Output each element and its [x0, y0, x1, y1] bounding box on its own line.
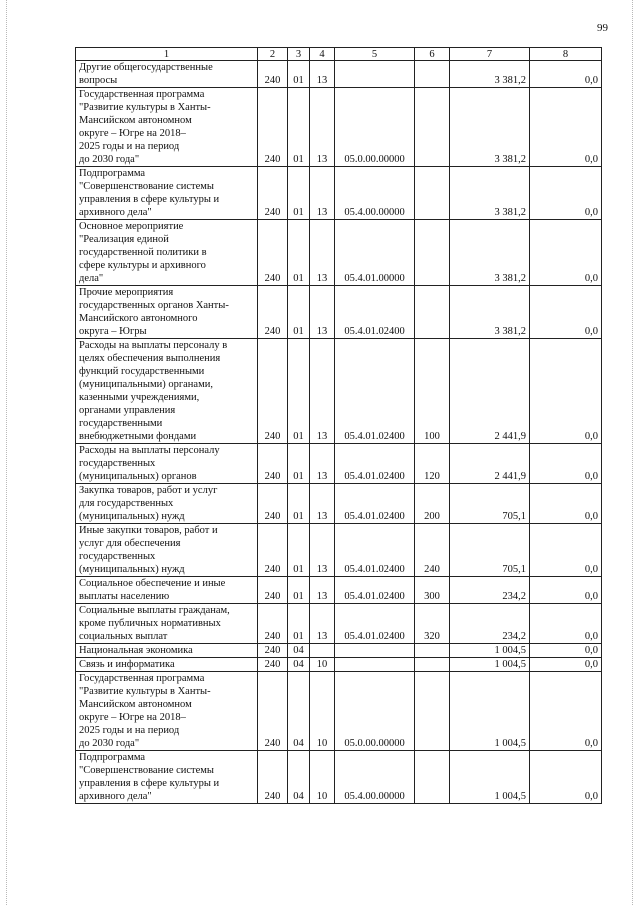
table-row — [76, 220, 602, 286]
code-target-article-cell — [335, 61, 415, 88]
code-expense-type: 200 — [424, 511, 440, 522]
code-ministry: 240 — [264, 738, 281, 749]
code-target-article: 05.4.01.02400 — [344, 326, 405, 337]
code-section: 01 — [293, 591, 304, 602]
code-section: 04 — [293, 791, 304, 802]
code-ministry-cell — [258, 339, 288, 444]
table-row — [76, 444, 602, 484]
item-name-cell — [76, 751, 258, 804]
code-ministry: 240 — [264, 154, 281, 165]
amount-extra-cell — [530, 751, 602, 804]
code-target-article: 05.4.01.00000 — [344, 273, 405, 284]
code-target-article-cell — [335, 644, 415, 658]
code-target-article-cell — [335, 524, 415, 577]
column-header: 3 — [288, 48, 310, 61]
code-expense-type-cell — [415, 286, 450, 339]
amount-cell — [450, 286, 530, 339]
table-row — [76, 339, 602, 444]
item-name: Государственная программа "Развитие культуры в Ханты- Мансийском автономном округе – Югре на 2018– 2025 годы и на период до 2030 года" — [79, 673, 211, 749]
page-number: 99 — [597, 22, 608, 34]
code-target-article: 05.4.01.02400 — [344, 631, 405, 642]
amount-extra-cell — [530, 88, 602, 167]
code-ministry: 240 — [264, 631, 281, 642]
amount-cell — [450, 484, 530, 524]
code-section-cell — [288, 286, 310, 339]
amount-extra: 0,0 — [584, 75, 598, 86]
item-name-cell — [76, 167, 258, 220]
code-subsection-cell — [310, 339, 335, 444]
amount-extra-cell — [530, 604, 602, 644]
code-expense-type-cell — [415, 444, 450, 484]
code-target-article: 05.4.01.02400 — [344, 564, 405, 575]
code-target-article-cell — [335, 167, 415, 220]
code-section: 01 — [293, 75, 304, 86]
code-target-article-cell — [335, 672, 415, 751]
code-section-cell — [288, 751, 310, 804]
amount: 2 441,9 — [494, 471, 526, 482]
amount: 1 004,5 — [494, 659, 526, 670]
code-subsection-cell — [310, 672, 335, 751]
code-section-cell — [288, 61, 310, 88]
code-subsection-cell — [310, 751, 335, 804]
amount-extra-cell — [530, 286, 602, 339]
code-ministry: 240 — [264, 207, 281, 218]
amount-cell — [450, 444, 530, 484]
code-ministry-cell — [258, 220, 288, 286]
code-target-article-cell — [335, 484, 415, 524]
code-ministry: 240 — [264, 591, 281, 602]
amount-extra: 0,0 — [584, 471, 598, 482]
code-subsection: 13 — [316, 511, 328, 522]
code-expense-type: 240 — [424, 564, 440, 575]
item-name-cell — [76, 88, 258, 167]
item-name-cell — [76, 444, 258, 484]
code-ministry: 240 — [264, 326, 281, 337]
item-name: Закупка товаров, работ и услуг для государственных (муниципальных) нужд — [79, 485, 218, 522]
code-target-article-cell — [335, 286, 415, 339]
amount-extra-cell — [530, 220, 602, 286]
code-subsection-cell — [310, 220, 335, 286]
code-subsection-cell — [310, 444, 335, 484]
code-ministry: 240 — [264, 564, 281, 575]
item-name-cell — [76, 524, 258, 577]
item-name-cell — [76, 484, 258, 524]
code-target-article-cell — [335, 577, 415, 604]
code-section: 01 — [293, 326, 304, 337]
code-target-article-cell — [335, 751, 415, 804]
item-name: Социальные выплаты гражданам, кроме публичных нормативных социальных выплат — [79, 605, 230, 642]
table-row — [76, 286, 602, 339]
code-subsection-cell — [310, 484, 335, 524]
code-ministry-cell — [258, 484, 288, 524]
amount-extra: 0,0 — [584, 738, 598, 749]
code-target-article-cell — [335, 88, 415, 167]
code-section: 01 — [293, 631, 304, 642]
amount-extra: 0,0 — [584, 564, 598, 575]
code-target-article: 05.4.00.00000 — [344, 791, 405, 802]
code-target-article-cell — [335, 220, 415, 286]
code-expense-type-cell — [415, 167, 450, 220]
code-ministry-cell — [258, 751, 288, 804]
code-section: 01 — [293, 511, 304, 522]
code-subsection: 13 — [316, 75, 328, 86]
code-ministry-cell — [258, 672, 288, 751]
amount-extra-cell — [530, 577, 602, 604]
amount: 1 004,5 — [494, 738, 526, 749]
item-name-cell — [76, 286, 258, 339]
column-header: 8 — [530, 48, 602, 61]
code-subsection-cell — [310, 644, 335, 658]
code-target-article: 05.4.01.02400 — [344, 591, 405, 602]
code-target-article-cell — [335, 444, 415, 484]
code-subsection: 10 — [316, 659, 328, 670]
code-expense-type-cell — [415, 672, 450, 751]
amount: 1 004,5 — [494, 645, 526, 656]
code-section-cell — [288, 88, 310, 167]
code-expense-type: 320 — [424, 631, 440, 642]
code-section: 01 — [293, 431, 304, 442]
table-row — [76, 167, 602, 220]
table-row — [76, 672, 602, 751]
code-section-cell — [288, 524, 310, 577]
code-section: 04 — [293, 659, 304, 670]
column-header: 7 — [450, 48, 530, 61]
table-row — [76, 751, 602, 804]
code-section: 04 — [293, 738, 304, 749]
amount: 3 381,2 — [494, 273, 526, 284]
code-target-article-cell — [335, 604, 415, 644]
code-subsection-cell — [310, 88, 335, 167]
code-subsection-cell — [310, 658, 335, 672]
code-section-cell — [288, 444, 310, 484]
code-subsection: 13 — [316, 591, 328, 602]
code-expense-type-cell — [415, 484, 450, 524]
code-section: 01 — [293, 207, 304, 218]
amount: 705,1 — [502, 564, 526, 575]
code-section-cell — [288, 672, 310, 751]
amount-cell — [450, 604, 530, 644]
amount: 2 441,9 — [494, 431, 526, 442]
code-ministry-cell — [258, 88, 288, 167]
item-name: Социальное обеспечение и иные выплаты населению — [79, 578, 226, 602]
amount-cell — [450, 524, 530, 577]
amount-cell — [450, 751, 530, 804]
amount-cell — [450, 61, 530, 88]
code-subsection: 13 — [316, 471, 328, 482]
amount-extra-cell — [530, 484, 602, 524]
item-name: Иные закупки товаров, работ и услуг для обеспечения государственных (муниципальных) нужд — [79, 525, 218, 575]
item-name-cell — [76, 604, 258, 644]
code-subsection-cell — [310, 524, 335, 577]
code-section-cell — [288, 220, 310, 286]
item-name-cell — [76, 658, 258, 672]
amount-extra: 0,0 — [584, 207, 598, 218]
amount-extra: 0,0 — [584, 591, 598, 602]
amount-cell — [450, 644, 530, 658]
amount-extra: 0,0 — [584, 326, 598, 337]
code-subsection: 13 — [316, 326, 328, 337]
budget-table — [75, 47, 602, 804]
code-subsection: 10 — [316, 738, 328, 749]
code-ministry-cell — [258, 286, 288, 339]
table-row — [76, 484, 602, 524]
scan-edge-left — [6, 0, 7, 905]
code-section: 01 — [293, 564, 304, 575]
item-name: Расходы на выплаты персоналу государственных (муниципальных) органов — [79, 445, 220, 482]
amount-extra: 0,0 — [584, 511, 598, 522]
amount-extra-cell — [530, 167, 602, 220]
amount-cell — [450, 658, 530, 672]
table-row — [76, 604, 602, 644]
column-header: 1 — [76, 48, 258, 61]
code-subsection: 13 — [316, 564, 328, 575]
code-target-article-cell — [335, 658, 415, 672]
code-ministry-cell — [258, 644, 288, 658]
table-row — [76, 524, 602, 577]
amount-extra: 0,0 — [584, 791, 598, 802]
amount-extra-cell — [530, 61, 602, 88]
amount: 234,2 — [502, 591, 526, 602]
amount: 705,1 — [502, 511, 526, 522]
code-ministry: 240 — [264, 645, 281, 656]
item-name: Государственная программа "Развитие культуры в Ханты- Мансийском автономном округе – Югре на 2018– 2025 годы и на период до 2030 года" — [79, 89, 211, 165]
code-expense-type: 120 — [424, 471, 440, 482]
code-section-cell — [288, 167, 310, 220]
code-target-article: 05.0.00.00000 — [344, 738, 405, 749]
table-row — [76, 644, 602, 658]
table-row — [76, 88, 602, 167]
amount: 1 004,5 — [494, 791, 526, 802]
code-ministry-cell — [258, 577, 288, 604]
scan-edge-right — [632, 0, 633, 905]
amount-extra: 0,0 — [584, 154, 598, 165]
amount-extra-cell — [530, 672, 602, 751]
amount: 3 381,2 — [494, 207, 526, 218]
code-subsection: 13 — [316, 431, 328, 442]
amount-extra-cell — [530, 339, 602, 444]
code-expense-type-cell — [415, 751, 450, 804]
amount-extra-cell — [530, 644, 602, 658]
code-ministry: 240 — [264, 659, 281, 670]
code-section-cell — [288, 644, 310, 658]
code-expense-type-cell — [415, 524, 450, 577]
item-name-cell — [76, 672, 258, 751]
column-number-row — [76, 48, 602, 61]
code-ministry-cell — [258, 444, 288, 484]
code-expense-type-cell — [415, 88, 450, 167]
amount: 3 381,2 — [494, 75, 526, 86]
item-name: Другие общегосударственные вопросы — [79, 62, 213, 86]
amount-cell — [450, 672, 530, 751]
code-section-cell — [288, 604, 310, 644]
item-name: Подпрограмма "Совершенствование системы управления в сфере культуры и архивного дела" — [79, 752, 220, 802]
amount-extra: 0,0 — [584, 659, 598, 670]
code-ministry-cell — [258, 604, 288, 644]
code-target-article-cell — [335, 339, 415, 444]
item-name-cell — [76, 577, 258, 604]
code-subsection: 13 — [316, 631, 328, 642]
item-name: Прочие мероприятия государственных органов Ханты- Мансийского автономного округа – Югры — [79, 287, 229, 337]
code-target-article: 05.4.01.02400 — [344, 471, 405, 482]
amount-extra: 0,0 — [584, 631, 598, 642]
amount: 3 381,2 — [494, 154, 526, 165]
code-subsection: 13 — [316, 207, 328, 218]
code-section: 04 — [293, 645, 304, 656]
code-expense-type-cell — [415, 644, 450, 658]
code-section-cell — [288, 484, 310, 524]
code-ministry: 240 — [264, 273, 281, 284]
table-row — [76, 61, 602, 88]
item-name: Основное мероприятие "Реализация единой государственной политики в сфере культуры и архивного дела" — [79, 221, 207, 284]
code-ministry-cell — [258, 658, 288, 672]
column-header: 6 — [415, 48, 450, 61]
code-ministry: 240 — [264, 431, 281, 442]
amount: 234,2 — [502, 631, 526, 642]
amount-cell — [450, 577, 530, 604]
table-row — [76, 577, 602, 604]
item-name-cell — [76, 220, 258, 286]
code-subsection: 10 — [316, 791, 328, 802]
code-subsection: 13 — [316, 273, 328, 284]
code-section: 01 — [293, 471, 304, 482]
table-row — [76, 658, 602, 672]
code-section: 01 — [293, 154, 304, 165]
code-expense-type: 300 — [424, 591, 440, 602]
column-header: 4 — [310, 48, 335, 61]
code-expense-type-cell — [415, 658, 450, 672]
code-target-article: 05.4.01.02400 — [344, 511, 405, 522]
item-name-cell — [76, 644, 258, 658]
code-ministry-cell — [258, 524, 288, 577]
amount-extra: 0,0 — [584, 273, 598, 284]
amount-cell — [450, 167, 530, 220]
code-section: 01 — [293, 273, 304, 284]
code-section-cell — [288, 658, 310, 672]
code-expense-type-cell — [415, 61, 450, 88]
code-ministry-cell — [258, 167, 288, 220]
code-section-cell — [288, 577, 310, 604]
amount-extra-cell — [530, 444, 602, 484]
code-ministry: 240 — [264, 471, 281, 482]
code-ministry: 240 — [264, 791, 281, 802]
item-name: Связь и информатика — [79, 659, 175, 670]
code-expense-type-cell — [415, 220, 450, 286]
code-ministry: 240 — [264, 511, 281, 522]
code-subsection-cell — [310, 604, 335, 644]
amount-extra: 0,0 — [584, 645, 598, 656]
code-section-cell — [288, 339, 310, 444]
code-subsection-cell — [310, 286, 335, 339]
item-name-cell — [76, 61, 258, 88]
code-target-article: 05.0.00.00000 — [344, 154, 405, 165]
code-subsection-cell — [310, 167, 335, 220]
code-subsection-cell — [310, 61, 335, 88]
code-target-article: 05.4.01.02400 — [344, 431, 405, 442]
item-name: Национальная экономика — [79, 645, 193, 656]
amount-cell — [450, 220, 530, 286]
code-target-article: 05.4.00.00000 — [344, 207, 405, 218]
code-expense-type: 100 — [424, 431, 440, 442]
amount-extra-cell — [530, 658, 602, 672]
code-subsection-cell — [310, 577, 335, 604]
code-expense-type-cell — [415, 339, 450, 444]
amount-extra-cell — [530, 524, 602, 577]
item-name: Подпрограмма "Совершенствование системы управления в сфере культуры и архивного дела" — [79, 168, 220, 218]
amount-cell — [450, 88, 530, 167]
column-header: 5 — [335, 48, 415, 61]
item-name-cell — [76, 339, 258, 444]
amount-cell — [450, 339, 530, 444]
code-expense-type-cell — [415, 577, 450, 604]
code-ministry-cell — [258, 61, 288, 88]
amount-extra: 0,0 — [584, 431, 598, 442]
column-header: 2 — [258, 48, 288, 61]
code-ministry: 240 — [264, 75, 281, 86]
code-subsection: 13 — [316, 154, 328, 165]
code-expense-type-cell — [415, 604, 450, 644]
item-name: Расходы на выплаты персоналу в целях обеспечения выполнения функций государственными (муниципальными) органами, казенными учреждениями, органами управления государственными внебюджетными фондами — [79, 340, 228, 442]
amount: 3 381,2 — [494, 326, 526, 337]
